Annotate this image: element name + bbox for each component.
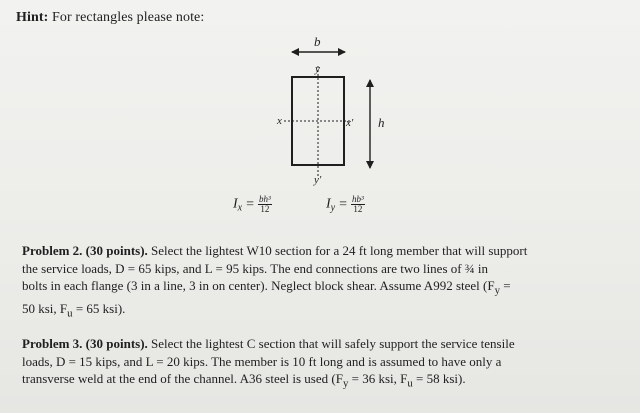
problem-2-fy-sub: y — [494, 284, 500, 297]
iy-symbol: I — [326, 196, 331, 212]
hint-bold: Hint: — [16, 10, 49, 25]
problem-3-line-2: loads, D = 15 kips, and L = 20 kips. The member is 10 ft long and is assumed to have only a — [22, 353, 502, 369]
iy-denominator: 12 — [353, 204, 363, 214]
iy-fraction — [351, 195, 365, 214]
problem-2-line-3: bolts in each flange (3 in a line, 3 in on center). Neglect block shear. Assume A992 steel (F — [22, 278, 495, 293]
ix-equals: = — [246, 196, 255, 212]
ix-symbol: I — [233, 196, 238, 212]
label-x-prime: x' — [346, 117, 354, 129]
problem-3 — [22, 335, 622, 393]
label-b: b — [314, 34, 321, 49]
problem-3-line-4: = 36 ksi, F — [348, 371, 408, 386]
problem-2-line-5: = 65 ksi). — [72, 301, 126, 317]
problem-3-fy-sub: y — [342, 377, 349, 390]
label-y-top: y — [315, 63, 320, 75]
ix-numerator: bh³ — [259, 194, 271, 204]
ix-denominator: 12 — [260, 204, 270, 214]
ix-subscript: x — [237, 202, 243, 214]
problem-2-fy-tail: = — [500, 278, 511, 293]
formula-iy — [326, 195, 365, 214]
problem-2-line-2: the service loads, D = 65 kips, and L = 95 kips. The end connections are two lines of ¾ in — [22, 260, 488, 276]
problem-3-line-1: Select the lightest C section that will safely support the service tensile — [147, 336, 515, 351]
problem-2-line-1: Select the lightest W10 section for a 24 ft long member that will support — [147, 243, 528, 258]
ix-fraction — [258, 195, 272, 214]
problem-3-line-5: = 58 ksi). — [412, 371, 466, 386]
problem-2-fu-sub: u — [67, 307, 73, 320]
problem-3-heading: Problem 3. (30 points). — [22, 336, 148, 351]
problem-3-fu-sub: u — [407, 377, 413, 390]
hint-text: For rectangles please note: — [48, 10, 205, 25]
iy-subscript: y — [330, 202, 336, 214]
formula-ix — [233, 195, 272, 214]
label-y-prime: y' — [314, 174, 322, 186]
problem-3-line-3: transverse weld at the end of the channel. A36 steel is used (F — [22, 371, 343, 386]
problem-2 — [22, 242, 622, 323]
label-h: h — [378, 115, 385, 130]
problem-2-heading: Problem 2. (30 points). — [22, 243, 148, 258]
problem-2-line-4: 50 ksi, F — [22, 301, 68, 317]
iy-equals: = — [339, 196, 348, 212]
label-x: x — [277, 115, 282, 127]
iy-numerator: hb³ — [352, 194, 364, 204]
